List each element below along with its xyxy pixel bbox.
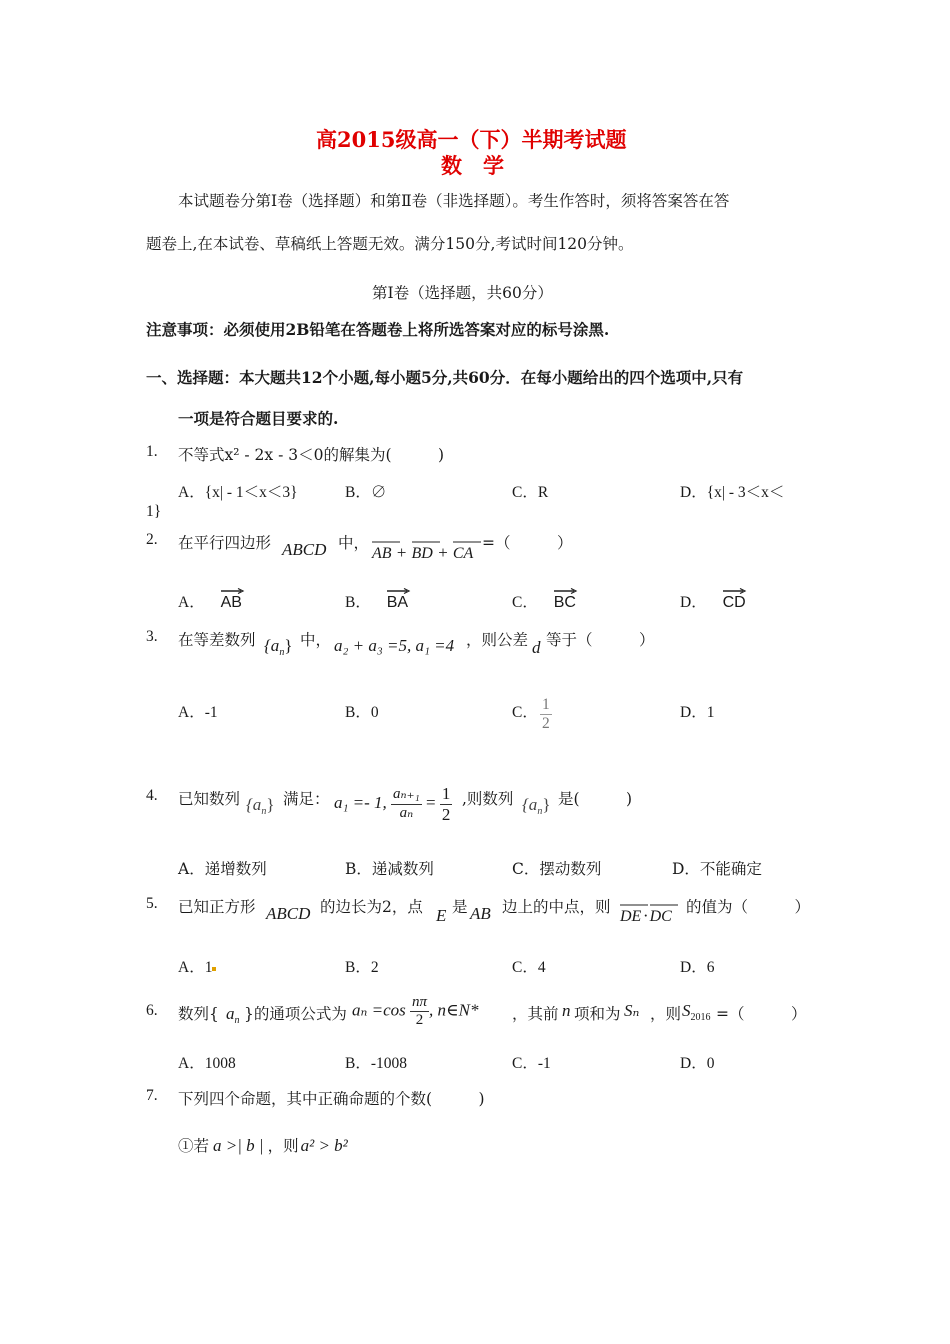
q2-number: 2. (146, 531, 158, 548)
q7-stem: 下列四个命题，其中正确命题的个数( ) (178, 1090, 485, 1108)
q5-side: AB (470, 904, 491, 923)
q3-option-d: D．1 (680, 704, 715, 721)
q4-stem-mid2: ,则数列 (462, 790, 514, 808)
q6-stem-pre: 数列{ (178, 1005, 219, 1023)
q4-option-a: A．递增数列 (178, 860, 267, 878)
q3-stem-mid2: ，则公差 (466, 631, 529, 649)
q6-formula: aₙ =cos $\frac{n\pi}{2}$ , n∈N* (352, 994, 479, 1029)
q4-option-b: B．递减数列 (345, 860, 434, 878)
q5-number: 5. (146, 895, 158, 912)
q4-stem-mid: 满足： (283, 790, 330, 808)
q4-stem-post: 是( ) (558, 790, 633, 808)
q6-number: 6. (146, 1002, 158, 1019)
q6-seq-var: $a_n$ (226, 1004, 240, 1026)
q6-option-b: B．-1008 (345, 1055, 408, 1072)
q3-option-c-fraction: $\frac{1}{2}$ (542, 696, 550, 732)
intro-line-1: 本试题卷分第Ⅰ卷（选择题）和第Ⅱ卷（非选择题）。考生作答时，须将答案答在答 (178, 192, 730, 210)
q6-option-a: A．1008 (178, 1055, 236, 1072)
q3-option-b: B．0 (345, 704, 379, 721)
q6-option-c: C．-1 (512, 1055, 551, 1072)
q2-stem-pre: 在平行四边形 (178, 534, 272, 552)
q5-stem-pre: 已知正方形 (178, 898, 256, 916)
q5-stem-mid3: 边上的中点，则 (502, 898, 611, 916)
q3-stem-post: 等于（ ） (546, 631, 655, 649)
q3-condition: a₂ + a₃ =5, a₁ =4 (334, 636, 455, 655)
q2-stem-mid: 中， (338, 534, 370, 552)
q4-number: 4. (146, 787, 158, 804)
section-heading-line-1: 一、选择题：本大题共12个小题,每小题5分,共60分．在每小题给出的四个选项中,只有 (146, 368, 744, 387)
q5-stem-post: 的值为（ ） (686, 898, 811, 916)
q5-stem-mid: 的边长为2，点 (320, 898, 423, 916)
q1-option-d: D．{x| - 3＜x＜ (680, 484, 785, 501)
exam-title: 高2015级高一（下）半期考试题 (316, 127, 627, 152)
q1-stem: 不等式x² - 2x - 3＜0的解集为( ) (178, 446, 445, 464)
q2-option-a: A． AB (178, 590, 242, 612)
q6-stem-mid4: ，则 (650, 1005, 682, 1023)
q5-stem-mid2: 是 (452, 898, 468, 916)
q6-sn: Sₙ (624, 1001, 640, 1020)
q6-n: n (562, 1001, 571, 1020)
q5-option-b: B．2 (345, 959, 379, 976)
q6-stem-post: =（ ） (716, 1005, 807, 1023)
intro-line-2: 题卷上,在本试卷、草稿纸上答题无效。满分150分,考试时间120分钟。 (146, 235, 634, 253)
q3-d-var: d (532, 638, 541, 657)
q4-sequence: $\{a_n\}$ (246, 795, 275, 817)
q1-option-d-wrap: 1} (146, 503, 162, 520)
part1-heading: 第Ⅰ卷（选择题，共60分） (372, 284, 553, 302)
q5-option-a: A．1 (178, 955, 216, 977)
q2-vector-sum: AB + BD + CA (372, 543, 474, 562)
q6-stem-mid3: 项和为 (574, 1005, 621, 1023)
q4-sequence-2: $\{a_n\}$ (522, 795, 551, 817)
q2-option-b: B． BA (345, 590, 408, 612)
q6-s2016: $S_{2016}$ (682, 1001, 711, 1023)
q5-option-c: C．4 (512, 959, 546, 976)
q3-sequence: $\{a_n\}$ (264, 636, 293, 658)
section-heading-line-2: 一项是符合题目要求的. (178, 409, 339, 428)
q7-number: 7. (146, 1087, 158, 1104)
q1-number: 1. (146, 443, 158, 460)
q6-stem-mid: }的通项公式为 (244, 1005, 347, 1023)
q2-option-d: D． CD (680, 590, 746, 612)
q2-parallelogram: ABCD (282, 540, 327, 559)
q6-stem-mid2: ，其前 (512, 1005, 559, 1023)
q7-item-1: ①若 a >| b | ，则 a² > b² (178, 1136, 348, 1155)
q3-option-a: A．-1 (178, 704, 218, 721)
notice: 注意事项：必须使用2B铅笔在答题卷上将所选答案对应的标号涂黑. (146, 320, 610, 339)
subject-title: 数 学 (441, 153, 504, 178)
q1-option-b: B．∅ (345, 484, 387, 501)
q5-point: E (436, 906, 447, 925)
q4-option-d: D．不能确定 (672, 860, 762, 878)
q1-option-a: A．{x| - 1＜x＜3} (178, 484, 298, 501)
q6-option-d: D．0 (680, 1055, 715, 1072)
q5-option-d: D．6 (680, 959, 715, 976)
q3-stem-pre: 在等差数列 (178, 631, 256, 649)
q4-option-c: C．摆动数列 (512, 860, 602, 878)
q3-option-c-label: C． (512, 704, 538, 721)
q3-stem-mid: 中， (300, 631, 332, 649)
q1-option-c: C．R (512, 484, 549, 501)
q3-number: 3. (146, 628, 158, 645)
q2-stem-post: =（ ） (482, 534, 573, 552)
q5-dot-product: DE · DC (620, 906, 672, 925)
stray-mark-icon (212, 967, 216, 971)
q5-square: ABCD (266, 904, 311, 923)
q4-condition: a₁ =- 1, $\frac{\text{aₙ₊₁}}{\text{aₙ}}$ = $\frac{1}{2}$ (334, 784, 451, 824)
q2-option-c: C． BC (512, 590, 576, 612)
q4-stem-pre: 已知数列 (178, 790, 241, 808)
